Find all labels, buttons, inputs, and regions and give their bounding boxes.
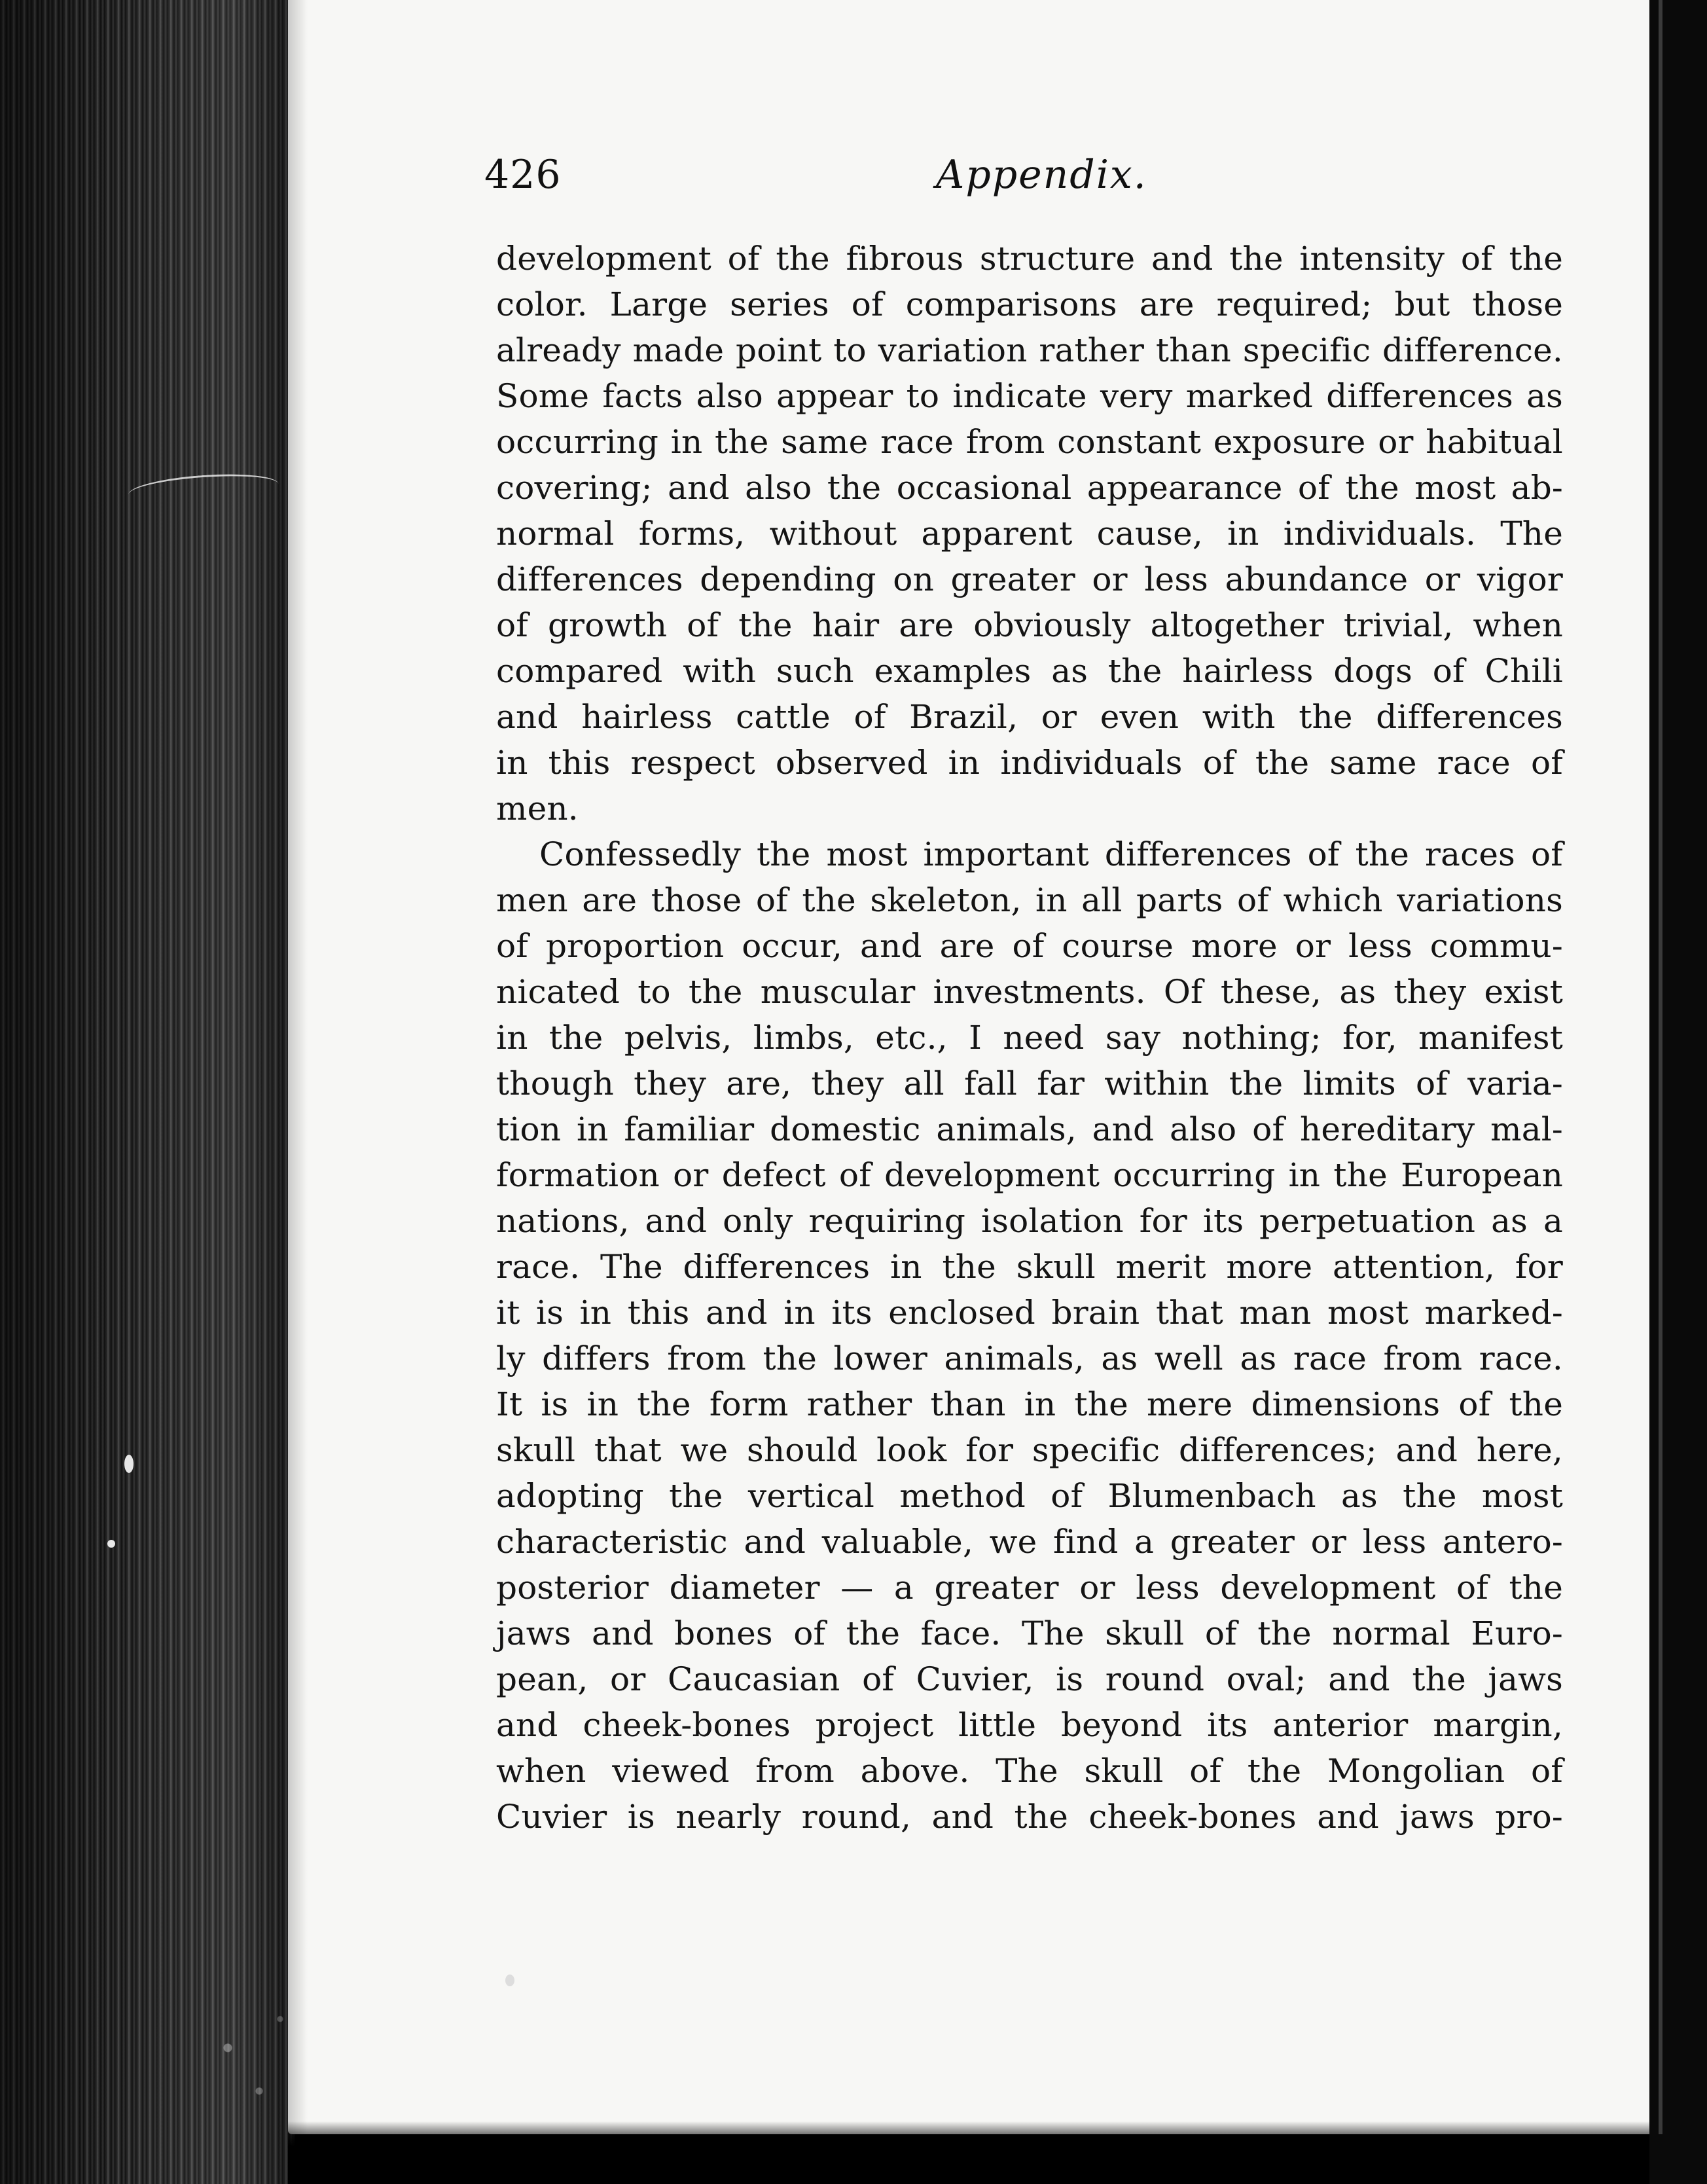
text-line: Some facts also appear to indicate very marked differences as [496, 377, 1563, 415]
text-line: pean, or Caucasian of Cuvier, is round oval; and the jaws [496, 1660, 1563, 1698]
text-line: adopting the vertical method of Blumenbach as the most [496, 1477, 1563, 1515]
page-edges-shading [0, 0, 295, 2184]
text-line: compared with such examples as the hairless dogs of Chili [496, 652, 1563, 690]
text-line: It is in the form rather than in the mere dimensions of the [496, 1385, 1563, 1423]
text-line: nicated to the muscular investments. Of these, as they exist [496, 973, 1563, 1011]
text-line: of proportion occur, and are of course more or less commu- [496, 927, 1563, 965]
text-line: characteristic and valuable, we find a greater or less antero- [496, 1523, 1563, 1561]
scan-speckles [196, 1990, 301, 2134]
text-line: in the pelvis, limbs, etc., I need say nothing; for, manifest [496, 1019, 1563, 1057]
scan-dot [505, 1975, 514, 1986]
text-line: in this respect observed in individuals of the same race of [496, 744, 1563, 782]
text-line: jaws and bones of the face. The skull of the normal Euro- [496, 1614, 1563, 1652]
gutter-edge-line [1659, 0, 1662, 2134]
text-line: though they are, they all fall far within the limits of varia- [496, 1065, 1563, 1102]
text-line: nations, and only requiring isolation for its perpetuation as a [496, 1202, 1563, 1240]
text-line: posterior diameter — a greater or less development of the [496, 1569, 1563, 1607]
text-line: and hairless cattle of Brazil, or even with the differences [496, 698, 1563, 736]
text-line: and cheek-bones project little beyond its anterior margin, [496, 1706, 1563, 1744]
text-line: skull that we should look for specific differences; and here, [496, 1431, 1563, 1469]
running-head [484, 152, 1571, 211]
page-number: 426 [484, 152, 562, 198]
text-line: when viewed from above. The skull of the Mongolian of [496, 1752, 1563, 1790]
text-line: of growth of the hair are obviously altogether trivial, when [496, 606, 1563, 644]
text-line: men are those of the skeleton, in all parts of which variations [496, 881, 1563, 919]
text-line: covering; and also the occasional appearance of the most ab- [496, 469, 1563, 507]
text-line: normal forms, without apparent cause, in individuals. The [496, 515, 1563, 553]
text-line: Cuvier is nearly round, and the cheek-bones and jaws pro- [496, 1798, 1563, 1836]
page-bottom-shadow [288, 2121, 1649, 2184]
page-fold-shadow [288, 0, 308, 2134]
text-line: tion in familiar domestic animals, and also of hereditary mal- [496, 1110, 1563, 1148]
text-line: race. The differences in the skull merit more attention, for [496, 1248, 1563, 1286]
text-line: formation or defect of development occurring in the European [496, 1156, 1563, 1194]
text-line: already made point to variation rather than specific difference. [496, 331, 1563, 369]
body-text [496, 236, 1563, 1840]
text-line: ly differs from the lower animals, as well as race from race. [496, 1339, 1563, 1377]
text-line: color. Large series of comparisons are required; but those [496, 285, 1563, 323]
running-head-title: Appendix. [936, 152, 1147, 198]
scan-dot [124, 1455, 134, 1473]
text-line: occurring in the same race from constant exposure or habitual [496, 423, 1563, 461]
text-line: Confessedly the most important differences of the races of [539, 835, 1563, 873]
text-line: men. [496, 790, 579, 828]
text-line: differences depending on greater or less abundance or vigor [496, 560, 1563, 598]
text-line: development of the fibrous structure and the intensity of the [496, 240, 1563, 278]
text-line: it is in this and in its enclosed brain that man most marked- [496, 1294, 1563, 1332]
scan-dot [107, 1540, 115, 1548]
